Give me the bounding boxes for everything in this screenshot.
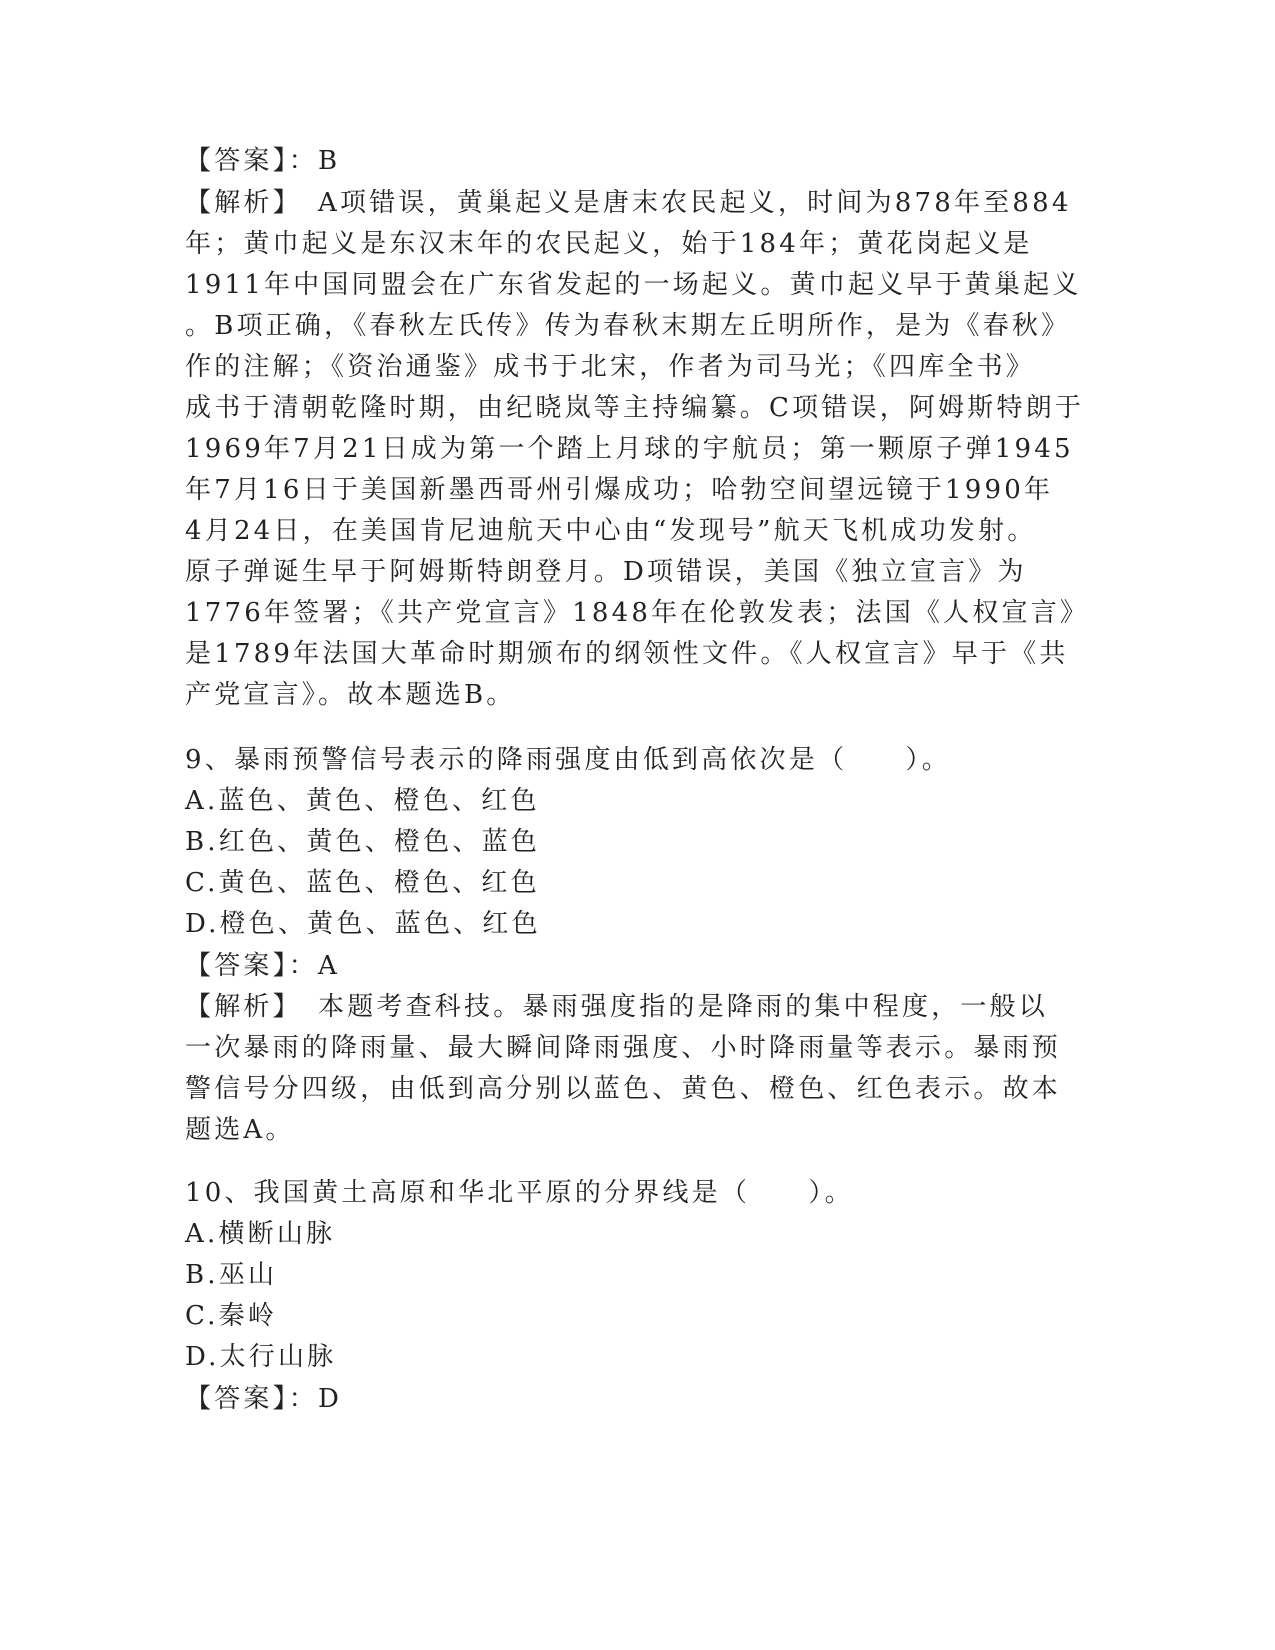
option-c: C.秦岭 [185,1301,278,1331]
option-b: B.巫山 [185,1260,278,1290]
question-text: 9、暴雨预警信号表示的降雨强度由低到高依次是（ ）。 [185,745,951,775]
analysis-line: 【解析】 本题考查科技。暴雨强度指的是降雨的集中程度，一般以 [185,992,1049,1022]
option-a: A.蓝色、黄色、橙色、红色 [185,786,540,816]
analysis-line: 产党宣言》。故本题选B。 [185,680,516,710]
analysis-line: 是1789年法国大革命时期颁布的纲领性文件。《人权宣言》早于《共 [185,639,1069,669]
question-text: 10、我国黄土高原和华北平原的分界线是（ ）。 [185,1178,854,1208]
analysis-line: 原子弹诞生早于阿姆斯特朗登月。D项错误，美国《独立宣言》为 [185,557,1027,587]
analysis-line: 4月24日，在美国肯尼迪航天中心由“发现号”航天飞机成功发射。 [185,516,1037,546]
analysis-line: 1776年签署；《共产党宣言》1848年在伦敦发表；法国《人权宣言》 [185,598,1090,628]
analysis-line: 1969年7月21日成为第一个踏上月球的宇航员；第一颗原子弹1945 [185,434,1074,464]
analysis-line: 一次暴雨的降雨量、最大瞬间降雨强度、小时降雨量等表示。暴雨预 [185,1033,1062,1063]
option-c: C.黄色、蓝色、橙色、红色 [185,868,540,898]
analysis-line: 【解析】 A项错误，黄巢起义是唐末农民起义，时间为878年至884 [185,188,1072,218]
option-d: D.橙色、黄色、蓝色、红色 [185,909,541,939]
analysis-line: 题选A。 [185,1115,295,1145]
analysis-line: 年；黄巾起义是东汉末年的农民起义，始于184年；黄花岗起义是 [185,229,1033,259]
analysis-line: 成书于清朝乾隆时期，由纪晓岚等主持编纂。C项错误，阿姆斯特朗于 [185,393,1085,423]
analysis-line: 作的注解；《资治通鉴》成书于北宋，作者为司马光；《四库全书》 [185,352,1036,382]
analysis-line: 。B项正确，《春秋左氏传》传为春秋末期左丘明所作，是为《春秋》 [185,311,1071,341]
analysis-line: 年7月16日于美国新墨西哥州引爆成功；哈勃空间望远镜于1990年 [185,475,1054,505]
analysis-line: 1911年中国同盟会在广东省发起的一场起义。黄巾起义早于黄巢起义 [185,270,1082,300]
option-d: D.太行山脉 [185,1342,337,1372]
answer-line: 【答案】：B [185,146,341,176]
option-b: B.红色、黄色、橙色、蓝色 [185,827,540,857]
answer-line: 【答案】：A [185,951,340,981]
analysis-line: 警信号分四级，由低到高分别以蓝色、黄色、橙色、红色表示。故本 [185,1074,1062,1104]
answer-line: 【答案】：D [185,1384,343,1414]
option-a: A.横断山脉 [185,1219,336,1249]
